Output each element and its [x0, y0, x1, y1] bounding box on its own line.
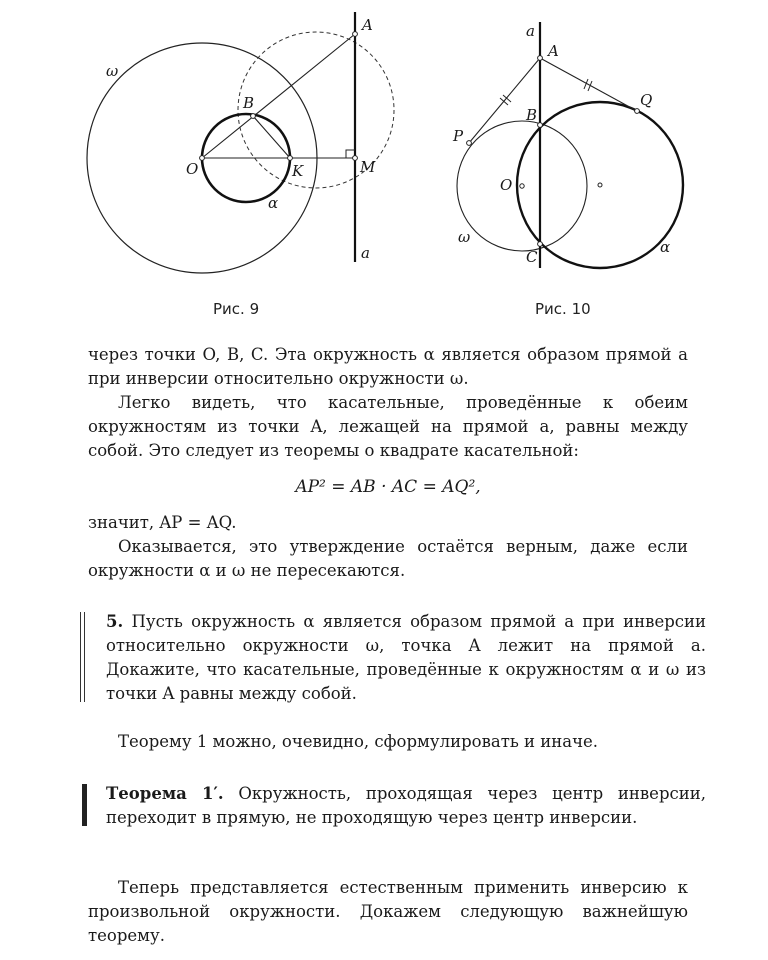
label-C: C: [526, 248, 538, 266]
theorem-text: Окружность, проходящая через центр инверсии, переходит в прямую, не проходящую через центр инверсии.: [106, 784, 706, 827]
label-omega: ω: [458, 228, 471, 246]
figure-9: [80, 0, 410, 290]
label-P: P: [453, 127, 464, 145]
label-A: A: [362, 16, 373, 34]
label-O: O: [186, 160, 199, 178]
paragraph-1: через точки O, B, C. Эта окружность α является образом прямой a при инверсии относительно окружности ω.: [88, 345, 688, 388]
label-K: K: [292, 162, 304, 180]
figure-9-caption: Рис. 9: [213, 300, 260, 318]
point-P: [467, 141, 472, 146]
problem-5: [88, 610, 706, 706]
figure-10-caption: Рис. 10: [535, 300, 591, 318]
label-a: a: [361, 244, 370, 262]
figure-10-diagram: [440, 0, 700, 290]
label-alpha: α: [268, 194, 279, 212]
point-B: [538, 123, 543, 128]
point-A: [353, 32, 358, 37]
point-M: [353, 156, 358, 161]
point-O: [200, 156, 205, 161]
formula: AP² = AB · AC = AQ²,: [295, 477, 481, 497]
figure-10: [440, 0, 700, 290]
label-Q: Q: [640, 91, 653, 109]
label-O: O: [500, 176, 513, 194]
label-A: A: [548, 42, 559, 60]
point-O: [520, 184, 524, 188]
point-Q: [635, 109, 640, 114]
body-text: [88, 343, 688, 583]
paragraph-6-block: [88, 876, 688, 948]
line-OA: [202, 34, 355, 158]
label-alpha: α: [660, 238, 671, 256]
label-M: M: [360, 158, 376, 176]
point-K: [288, 156, 293, 161]
paragraph-2: Легко видеть, что касательные, проведённые к обеим окружностям из точки A, лежащей на прямой a, равны между собой. Это следует из теоремы о квадрате касательной:: [88, 393, 688, 460]
label-omega: ω: [106, 62, 119, 80]
paragraph-5: Теорему 1 можно, очевидно, сформулировать и иначе.: [118, 732, 599, 751]
point-C: [538, 242, 543, 247]
point-A: [538, 56, 543, 61]
figure-9-diagram: [80, 0, 410, 290]
paragraph-5-block: [88, 730, 688, 754]
label-B: B: [243, 94, 255, 112]
problem-number: 5.: [106, 612, 124, 631]
tangent-AP: [469, 58, 540, 143]
paragraph-6: Теперь представляется естественным применить инверсию к произвольной окружности. Докажем следующую важнейшую теорему.: [88, 878, 688, 945]
label-a: a: [526, 22, 535, 40]
point-alpha-center: [598, 183, 602, 187]
point-B: [251, 114, 256, 119]
paragraph-3: значит, AP = AQ.: [88, 513, 237, 532]
paragraph-4: Оказывается, это утверждение остаётся верным, даже если окружности α и ω не пересекаются.: [88, 537, 688, 580]
theorem-title: Теорема 1′.: [106, 784, 224, 803]
problem-bar: [80, 612, 85, 702]
theorem-1-prime: [88, 782, 706, 830]
label-B: B: [526, 106, 538, 124]
problem-text: Пусть окружность α является образом прямой a при инверсии относительно окружности ω, точка A лежит на прямой a. Докажите, что касательные, проведённые к окружностям α и ω из точки A равны между собой.: [106, 612, 707, 703]
theorem-bar: [82, 784, 87, 826]
